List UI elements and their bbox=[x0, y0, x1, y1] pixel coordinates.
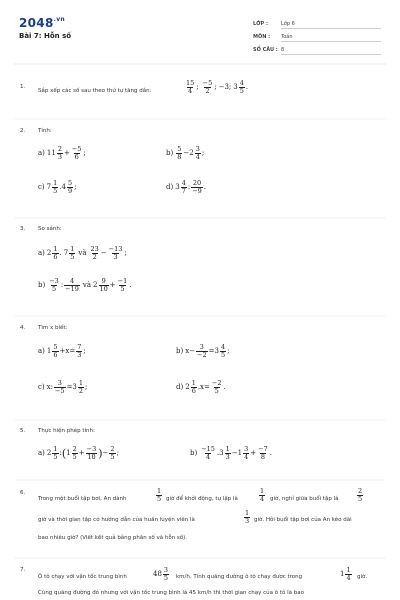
question-6-frac1: 1 5 bbox=[157, 487, 162, 503]
question-6-line2b: giờ. Hỏi buổi tập bơi của An kéo dài bbox=[254, 517, 352, 523]
question-6-line1a: Trong một buổi tập bơi, An dành bbox=[38, 496, 127, 502]
question-7-number: 7. bbox=[20, 567, 26, 573]
subject-row: MÔN : Toán bbox=[253, 34, 381, 42]
question-6-line1c: giờ, nghỉ giữa buổi tập là bbox=[270, 496, 339, 502]
question-6-frac2: 1 4 bbox=[260, 487, 265, 503]
question-3-text: So sánh: bbox=[38, 226, 62, 232]
question-6-line1b: giờ để khởi động, tự lập là bbox=[166, 496, 238, 502]
question-1-number: 1. bbox=[20, 84, 26, 90]
question-2d: d) 3 4 7 : 20 −9 . bbox=[166, 179, 207, 195]
question-1-text: Sắp xếp các số sau theo thứ tự tăng dần: bbox=[38, 88, 152, 94]
question-3-number: 3. bbox=[20, 226, 26, 232]
question-1-math: 15 4 ; −5 2 ; −3; 3 4 5 . bbox=[186, 79, 249, 95]
question-4d: d) 2 1 6 .x= −2 5 . bbox=[176, 379, 226, 395]
question-count-row: SỐ CÂU : 8 bbox=[253, 47, 381, 55]
question-4a: a) 1 5 6 +x= 7 3 ; bbox=[38, 343, 86, 359]
question-4b: b) x− 3 −2 =3 4 5 ; bbox=[176, 343, 230, 359]
lesson-title: Bài 7: Hỗn số bbox=[19, 32, 72, 40]
question-5-number: 5. bbox=[20, 428, 26, 434]
question-5a: a) 2 1 5 : ( 1 2 5 + −3 10 ) − 2 5 ; bbox=[38, 445, 119, 461]
question-7-time: 1 1 4 bbox=[340, 566, 351, 582]
question-7-line2: Cùng quãng đường đó nhưng với vận tốc trung bình là 45 km/h thì thời gian chạy của ô tô là bao bbox=[38, 590, 305, 596]
question-2a: a) 11 2 3 + −5 6 ; bbox=[38, 145, 86, 161]
worksheet-header bbox=[0, 0, 400, 62]
question-5-text: Thực hiện phép tính: bbox=[38, 428, 95, 434]
question-7-line1c: giờ. bbox=[357, 574, 368, 580]
question-7-line1b: km/h. Tính quãng đường ô tô chạy được trong bbox=[176, 574, 303, 580]
question-2-text: Tính: bbox=[38, 128, 52, 134]
question-6-line3: bao nhiêu giờ? (Viết kết quả bằng phân số và hỗn số). bbox=[38, 535, 188, 541]
question-3b: b) −3 5 : 4 −19 và 2 9 10 + −1 5 . bbox=[38, 277, 132, 293]
question-5b: b) −15 4 .3 1 3 −1 3 4 + −7 8 . bbox=[190, 445, 272, 461]
question-6-number: 6. bbox=[20, 490, 26, 496]
question-4-number: 4. bbox=[20, 325, 26, 331]
question-3a: a) 2 1 6 . 7 1 5 và 23 2 − −13 3 ; bbox=[38, 245, 127, 261]
question-7-line1a: Ô tô chạy với vận tốc trung bình bbox=[38, 574, 127, 580]
site-logo[interactable]: $2048^{.vn}$ bbox=[19, 16, 65, 30]
question-7-speed: 48 3 5 bbox=[153, 566, 169, 582]
class-row: LỚP : Lớp 6 bbox=[253, 21, 381, 29]
question-6-line2a: giờ và thời gian tập có hướng dẫn của huấn luyện viên là bbox=[38, 517, 195, 523]
question-2-number: 2. bbox=[20, 128, 26, 134]
question-6-frac3: 2 5 bbox=[358, 487, 363, 503]
question-2c: c) 7 1 5 .4 5 9 ; bbox=[38, 179, 77, 195]
question-6-frac4: 1 3 bbox=[245, 509, 250, 525]
question-4c: c) x: 3 −5 =3 1 2 ; bbox=[38, 379, 88, 395]
question-4-text: Tìm x biết: bbox=[38, 325, 68, 331]
question-2b: b) 5 8 −2 3 4 ; bbox=[166, 145, 205, 161]
